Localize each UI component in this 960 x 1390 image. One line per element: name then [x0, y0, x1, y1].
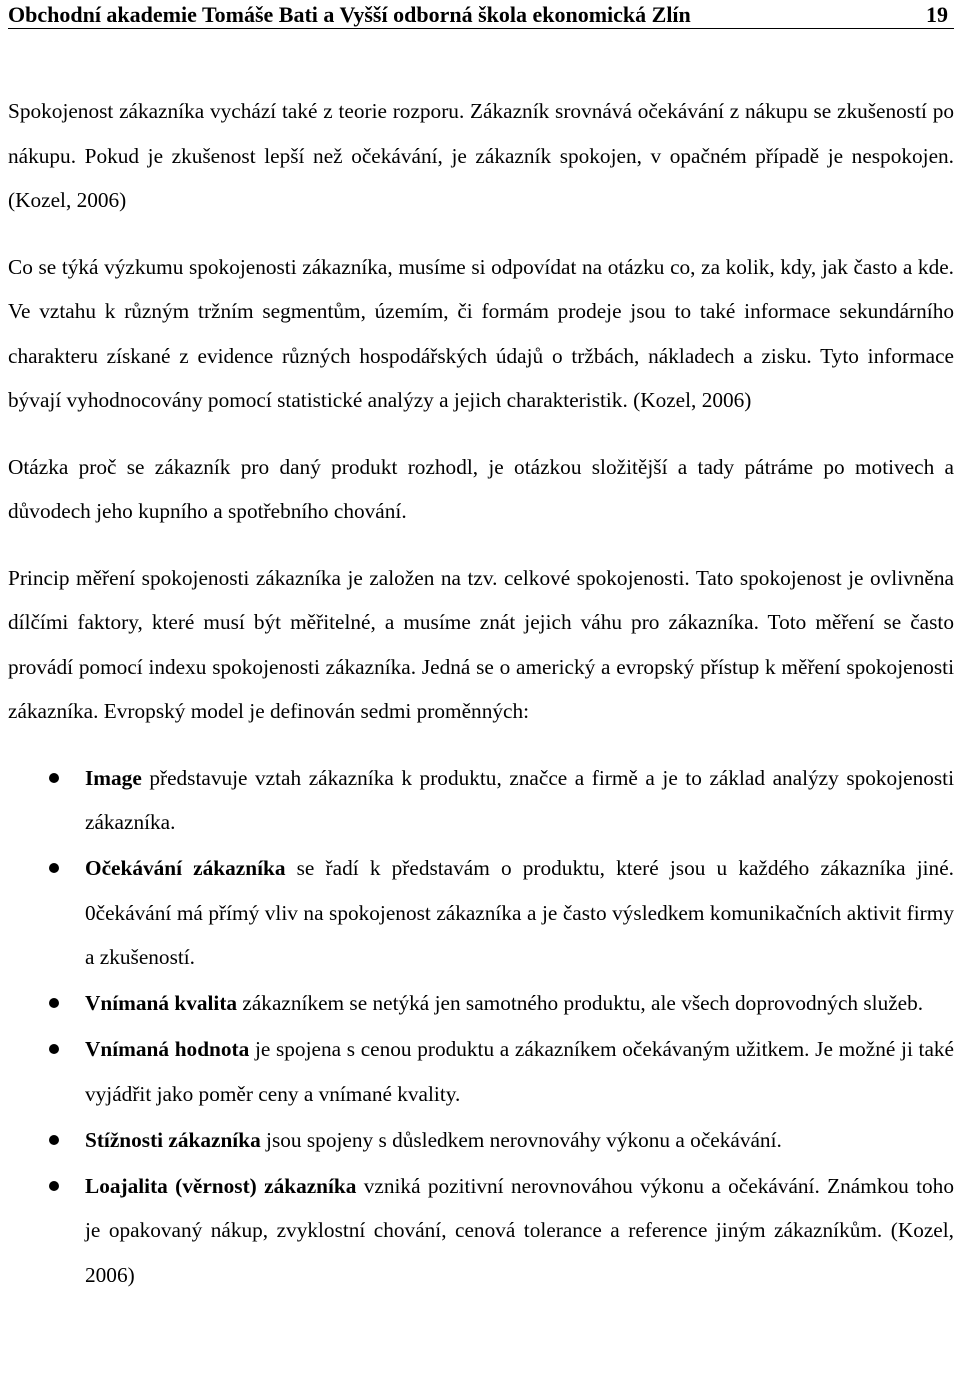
- list-item-term: Loajalita (věrnost) zákazníka: [85, 1173, 357, 1198]
- list-item-term: Vnímaná kvalita: [85, 991, 238, 1015]
- list-item: [8, 846, 954, 980]
- list-item: [8, 981, 954, 1026]
- list-item-term: Stížnosti zákazníka: [85, 1127, 261, 1152]
- list-item-term: Vnímaná hodnota: [85, 1037, 250, 1061]
- list-item: [8, 1164, 954, 1298]
- bullet-list: [8, 756, 954, 1298]
- paragraph: Spokojenost zákazníka vychází také z teorie rozporu. Zákazník srovnává očekávání z nákupu se zkušeností po nákupu. Pokud je zkušenost lepší než očekávání, je zákazník spokojen, v opačném případě je nespokojen. (Kozel, 2006): [8, 99, 954, 212]
- bullet-icon: [49, 863, 59, 873]
- list-item-text: představuje vztah zákazníka k produktu, značce a firmě a je to základ analýzy spokojenosti zákazníka.: [85, 765, 954, 834]
- page-number: 19: [926, 2, 948, 27]
- list-item-term: Image: [85, 765, 142, 790]
- list-item-term: Očekávání zákazníka: [85, 856, 286, 880]
- list-item-text: zákazníkem se netýká jen samotného produktu, ale všech doprovodných služeb.: [237, 991, 924, 1015]
- bullet-icon: [49, 998, 59, 1008]
- list-item: [8, 1118, 954, 1163]
- list-item: [8, 1027, 954, 1116]
- bullet-icon: [49, 1135, 59, 1145]
- list-item-text: jsou spojeny s důsledkem nerovnováhy výkonu a očekávání.: [260, 1127, 782, 1152]
- list-item-text: vzniká pozitivní nerovnováhou výkonu a očekávání. Známkou toho je opakovaný nákup, zvyklostní chování, cenová tolerance a reference jiným zákazníkům. (Kozel, 2006): [85, 1173, 954, 1287]
- list-item-text: je spojena s cenou produktu a zákazníkem očekávaným užitkem. Je možné ji také vyjádřit jako poměr ceny a vnímané kvality.: [85, 1037, 954, 1106]
- bullet-icon: [49, 773, 59, 783]
- bullet-icon: [49, 1044, 59, 1054]
- paragraph: Otázka proč se zákazník pro daný produkt rozhodl, je otázkou složitější a tady pátráme po motivech a důvodech jeho kupního a spotřebního chování.: [8, 454, 954, 523]
- paragraph: Princip měření spokojenosti zákazníka je založen na tzv. celkové spokojenosti. Tato spokojenost je ovlivněna dílčími faktory, které musí být měřitelné, a musíme znát jejich váhu pro zákazníka. Toto měření se často provádí pomocí indexu spokojenosti zákazníka. Jedná se o americký a evropský přístup k měření spokojenosti zákazníka. Evropský model je definován sedmi proměnných:: [8, 565, 954, 723]
- bullet-icon: [49, 1181, 59, 1191]
- page-header: [8, 0, 954, 29]
- list-item-text: se řadí k představám o produktu, které jsou u každého zákazníka jiné. 0čekávání má přímý vliv na spokojenost zákazníka a je často výsledkem komunikačních aktivit firmy a zkušeností.: [85, 856, 954, 969]
- body-text: [8, 89, 954, 1297]
- paragraph: Co se týká výzkumu spokojenosti zákazníka, musíme si odpovídat na otázku co, za kolik, kdy, jak často a kde. Ve vztahu k různým tržním segmentům, územím, či formám prodeje jsou to také informace sekundárního charakteru získané z evidence různých hospodářských údajů o tržbách, nákladech a zisku. Tyto informace bývají vyhodnocovány pomocí statistické analýzy a jejich charakteristik. (Kozel, 2006): [8, 254, 954, 412]
- header-title: Obchodní akademie Tomáše Bati a Vyšší odborná škola ekonomická Zlín: [8, 2, 691, 27]
- document-page: [8, 0, 954, 1299]
- list-item: [8, 756, 954, 845]
